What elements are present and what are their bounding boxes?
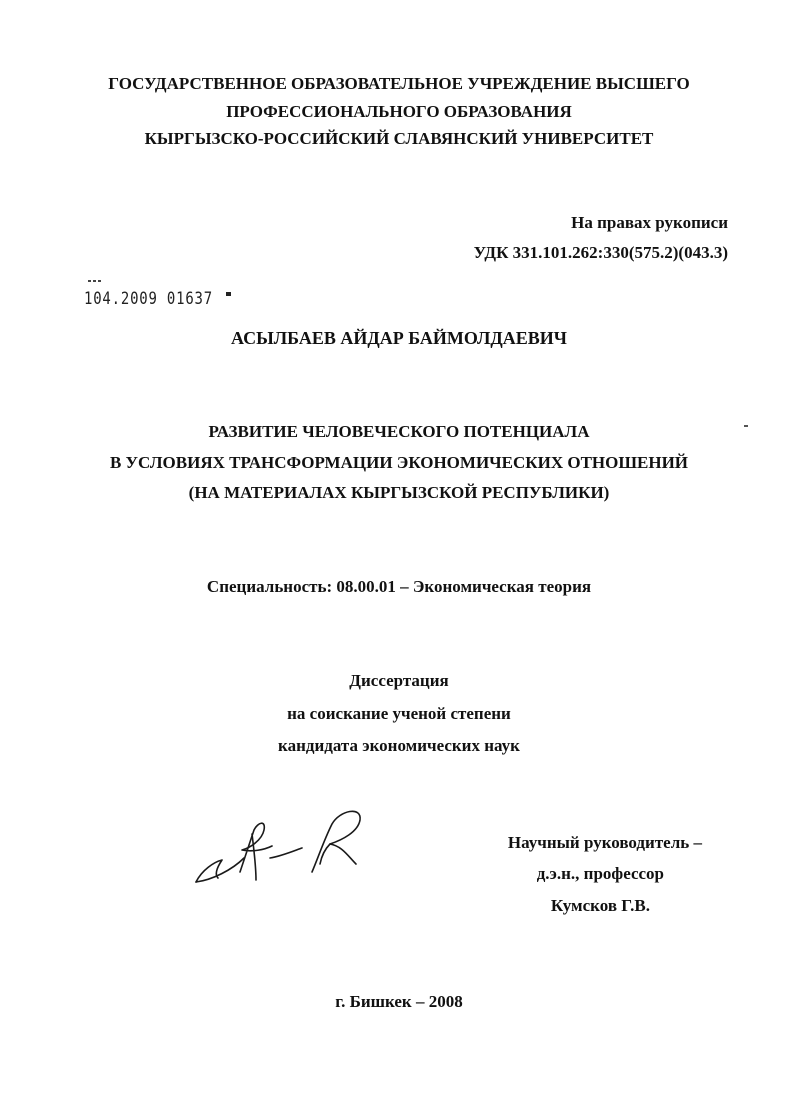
title-line-3: (НА МАТЕРИАЛАХ КЫРГЫЗСКОЙ РЕСПУБЛИКИ) xyxy=(188,483,610,502)
manuscript-rights: На правах рукописи xyxy=(571,213,728,232)
supervisor-degree: д.э.н., профессор xyxy=(536,864,664,883)
stamp-mark xyxy=(88,280,102,282)
title-line-1: РАЗВИТИЕ ЧЕЛОВЕЧЕСКОГО ПОТЕНЦИАЛА xyxy=(208,422,590,441)
author-name: АСЫЛБАЕВ АЙДАР БАЙМОЛДАЕВИЧ xyxy=(230,328,567,348)
stamp-dot xyxy=(226,292,231,296)
degree-line-1: Диссертация xyxy=(349,671,449,690)
library-stamp-number: 104.2009 01637 xyxy=(84,289,213,309)
signature-stroke xyxy=(252,834,256,880)
signature-image xyxy=(192,800,372,890)
institution-line-2: ПРОФЕССИОНАЛЬНОГО ОБРАЗОВАНИЯ xyxy=(226,102,572,121)
supervisor-label: Научный руководитель – xyxy=(507,833,702,852)
institution-line-1: ГОСУДАРСТВЕННОЕ ОБРАЗОВАТЕЛЬНОЕ УЧРЕЖДЕНИЕ ВЫСШЕГО xyxy=(108,74,690,93)
title-line-2: В УСЛОВИЯХ ТРАНСФОРМАЦИИ ЭКОНОМИЧЕСКИХ ОТНОШЕНИЙ xyxy=(109,453,689,472)
signature-stroke xyxy=(196,858,244,882)
specialty: Специальность: 08.00.01 – Экономическая теория xyxy=(206,577,592,596)
udk-code: УДК 331.101.262:330(575.2)(043.3) xyxy=(473,243,728,262)
degree-line-2: на соискание ученой степени xyxy=(287,704,511,723)
degree-line-3: кандидата экономических наук xyxy=(278,736,520,755)
institution-line-3: КЫРГЫЗСКО-РОССИЙСКИЙ СЛАВЯНСКИЙ УНИВЕРСИТЕТ xyxy=(144,129,654,148)
signature-stroke xyxy=(270,848,302,858)
supervisor-name: Кумсков Г.В. xyxy=(550,896,650,915)
city-year: г. Бишкек – 2008 xyxy=(335,992,463,1011)
signature-stroke xyxy=(312,811,360,872)
